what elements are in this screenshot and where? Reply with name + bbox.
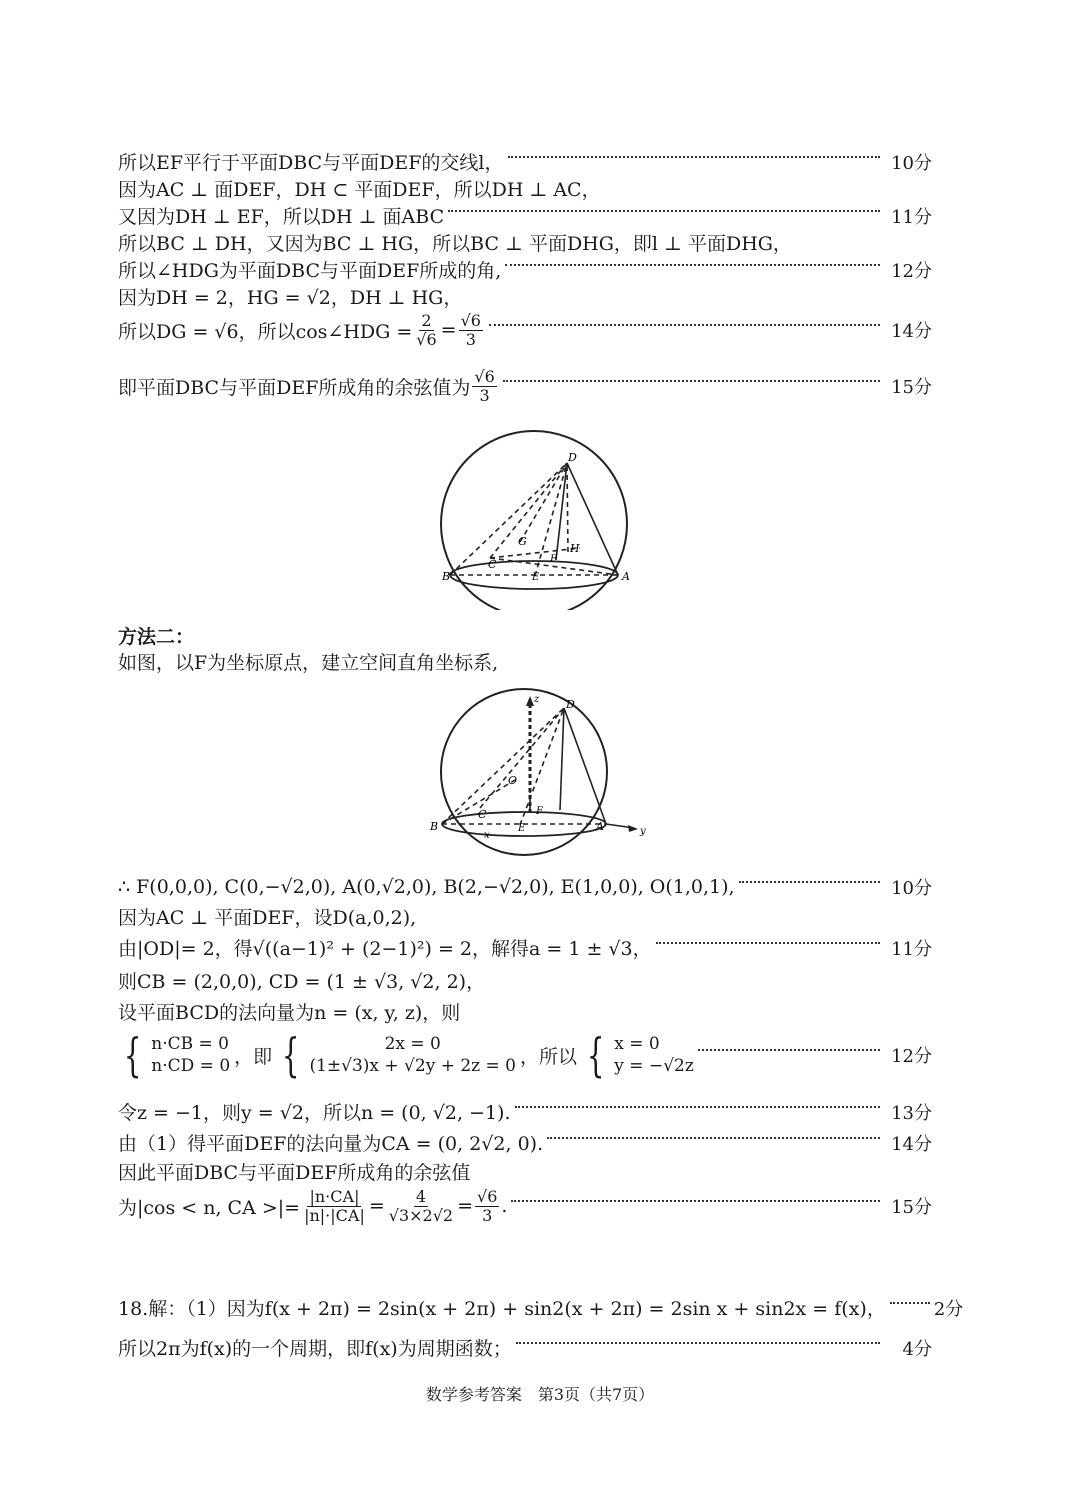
point-g-label: G bbox=[518, 535, 527, 548]
solution-line: 令z = −1，则y = √2，所以n = (0, √2, −1). 13分 bbox=[118, 1102, 932, 1124]
point-b-label: B bbox=[430, 820, 439, 833]
solution-line: 因为DH = 2，HG = √2，DH ⊥ HG， bbox=[118, 287, 463, 309]
point-c-label: C bbox=[478, 808, 487, 821]
fraction: $\frac{2}{√6}$ bbox=[416, 311, 437, 349]
page-footer: 数学参考答案 第3页（共7页） bbox=[425, 1385, 655, 1404]
cos-line: 所以DG = √6，所以cos∠HDG = $\frac{2}{√6}$ = $\frac{√6}{3}$ 14分 bbox=[118, 311, 932, 349]
solution-line: 则CB = (2,0,0), CD = (1 ± √3, √2, 2)， bbox=[118, 971, 486, 993]
solution-line: 设平面BCD的法向量为n = (x, y, z)，则 bbox=[118, 1002, 461, 1024]
method2-intro: 如图，以F为坐标原点，建立空间直角坐标系, bbox=[118, 652, 499, 674]
solution-line: 又因为DH ⊥ EF，所以DH ⊥ 面ABC 11分 bbox=[118, 206, 932, 228]
point-b-label: B bbox=[442, 570, 451, 583]
method2-heading: 方法二： bbox=[118, 626, 195, 648]
point-d-label: D bbox=[568, 451, 577, 464]
point-d-label: D bbox=[566, 698, 575, 711]
fraction: $\frac{4}{√3\times 2√2}$ bbox=[388, 1187, 454, 1225]
point-a-label: A bbox=[622, 570, 630, 583]
sphere-figure-2 bbox=[420, 688, 650, 860]
fraction: $\frac{√6}{3}$ bbox=[474, 367, 495, 405]
fraction: $\frac{√6}{3}$ bbox=[477, 1187, 498, 1225]
solution-line: 所以BC ⊥ DH，又因为BC ⊥ HG，所以BC ⊥ 平面DHG，即l ⊥ 平面DHG， bbox=[118, 233, 792, 255]
system-line: { n·CB = 0 n·CD = 0 ，即 { 2x = 0 (1±√3)x + √2y + 2z = 0 ，所以 { x = 0 y = −√2z 12分 bbox=[123, 1028, 932, 1082]
solution-line: 由|OD|= 2，得√((a−1)² + (2−1)²) = 2，解得a = 1 ± √3， 11分 bbox=[118, 938, 932, 960]
solution-line: 所以∠HDG为平面DBC与平面DEF所成的角, 12分 bbox=[118, 260, 932, 282]
point-a-label: A bbox=[596, 820, 604, 833]
axis-z-label: z bbox=[534, 694, 540, 705]
solution-line: 所以EF平行于平面DBC与平面DEF的交线l， 10分 bbox=[118, 152, 932, 174]
solution-line: 因为AC ⊥ 面DEF，DH ⊂ 平面DEF，所以DH ⊥ AC， bbox=[118, 179, 601, 201]
sphere-figure-1 bbox=[430, 430, 640, 610]
point-e-label: E bbox=[518, 823, 526, 834]
point-c-label: C bbox=[488, 558, 497, 571]
solution-line: 由（1）得平面DEF的法向量为CA = (0, 2√2, 0). 14分 bbox=[118, 1133, 932, 1155]
final-cos-line: 为|cos < n, CA >|= $\frac{|n\cdot CA|}{|n|\cdot|CA|}$ = $\frac{4}{√3\times 2√2}$ = $\frac{√6}{3}$ . 15分 bbox=[118, 1187, 932, 1225]
axis-y-label: y bbox=[640, 826, 646, 837]
point-f-label: F bbox=[550, 554, 557, 565]
q18-line: 18.解：（1）因为f(x + 2π) = 2sin(x + 2π) + sin2(x + 2π) = 2sin x + sin2x = f(x)， 2分 bbox=[118, 1298, 964, 1320]
fraction: $\frac{|n\cdot CA|}{|n|\cdot|CA|}$ bbox=[304, 1187, 365, 1225]
result-line: 即平面DBC与平面DEF所成角的余弦值为 $\frac{√6}{3}$ 15分 bbox=[118, 367, 932, 405]
q18-line: 所以2π为f(x)的一个周期，即f(x)为周期函数； 4分 bbox=[118, 1338, 932, 1360]
fraction: $\frac{√6}{3}$ bbox=[460, 311, 481, 349]
solution-line: 因为AC ⊥ 平面DEF，设D(a,0,2), bbox=[118, 907, 417, 929]
point-o-label: O bbox=[508, 774, 518, 787]
point-e-label: E bbox=[532, 572, 540, 583]
solution-line: 因此平面DBC与平面DEF所成角的余弦值 bbox=[118, 1162, 471, 1184]
axis-x-label: x bbox=[484, 830, 490, 841]
point-h-label: H bbox=[570, 542, 580, 555]
point-f-label: F bbox=[536, 806, 543, 817]
solution-line: ∴ F(0,0,0), C(0,−√2,0), A(0,√2,0), B(2,−√2,0), E(1,0,0), O(1,0,1), 10分 bbox=[118, 876, 932, 899]
